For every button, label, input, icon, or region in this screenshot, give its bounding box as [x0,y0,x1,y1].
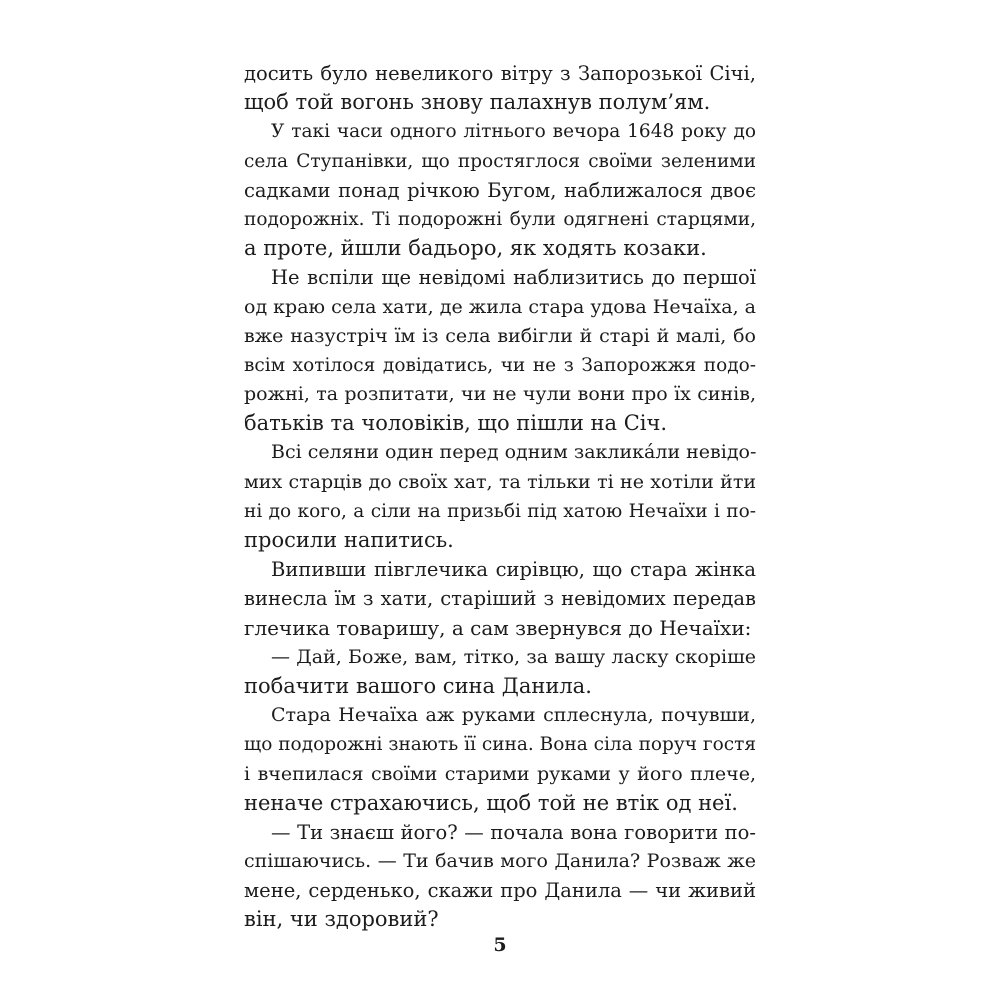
text-line: щоб той вогонь знову палахнув полум’ям. [244,90,711,115]
text-line: винесла їм з хати, старіший з невідомих передав [244,587,756,611]
body-text [244,59,756,935]
text-line: — Ти знаєш його? — почала вона говорити по- [271,820,756,844]
text-line: досить було невеликого вітру з Запорозької Січі, [244,62,756,85]
text-line: Стара Нечаїха аж руками сплеснула, почувши, [271,704,756,727]
text-line: а проте, йшли бадьоро, як ходять козаки. [244,236,707,261]
text-line: неначе страхаючись, щоб той не втік од неї. [244,790,738,815]
text-line: просили напитись. [244,528,454,552]
text-line: батьків та чоловіків, що пішли на Січ. [244,411,668,436]
text-line: У такі часи одного літнього вечора 1648 року до [271,121,756,143]
text-line: глечика товаришу, а сам звернувся до Нечаїхи: [244,615,752,640]
text-line: мене, серденько, скажи про Данила — чи живий [244,879,756,903]
text-line: села Ступанівки, що простяглося своїми зеленими [244,150,756,172]
text-line: подорожніх. Ті подорожні були одягнені старцями, [244,208,756,230]
page-number: 5 [493,934,507,956]
text-line: рожні, та розпитати, чи не чули вони про їх синів, [244,383,756,406]
text-line: од краю села хати, де жила стара удова Нечаїха, а [244,295,756,318]
text-line: Не вспіли ще невідомі наблизитись до першої [271,266,756,290]
text-line: — Дай, Боже, вам, тітко, за вашу ласку скоріше [271,645,756,668]
text-line: він, чи здоровий? [244,907,439,932]
text-line: спішаючись. — Ти бачив мого Данила? Розваж же [244,850,756,873]
text-line: вже назустріч їм із села вибігли й старі й малі, бо [244,324,756,347]
text-line: побачити вашого сина Данила. [244,673,592,698]
text-line: Всі селяни один перед одним закликáли невідо- [271,441,757,464]
text-line: Випивши півглечика сирівцю, що стара жінка [271,558,756,582]
text-line: ні до кого, а сіли на призьбі під хатою Нечаїхи і по- [244,500,756,522]
text-line: мих старців до своїх хат, та тільки ті не хотіли йти [244,470,756,493]
text-line: що подорожні знають її сина. Вона сіла поруч гостя [244,734,756,756]
text-line: всім хотілося довідатись, чи не з Запорожжя подо- [244,354,756,376]
text-line: садками понад річкою Бугом, наближалося двоє [244,178,756,202]
text-line: і вчепилася своїми старими руками у його плече, [244,762,756,785]
